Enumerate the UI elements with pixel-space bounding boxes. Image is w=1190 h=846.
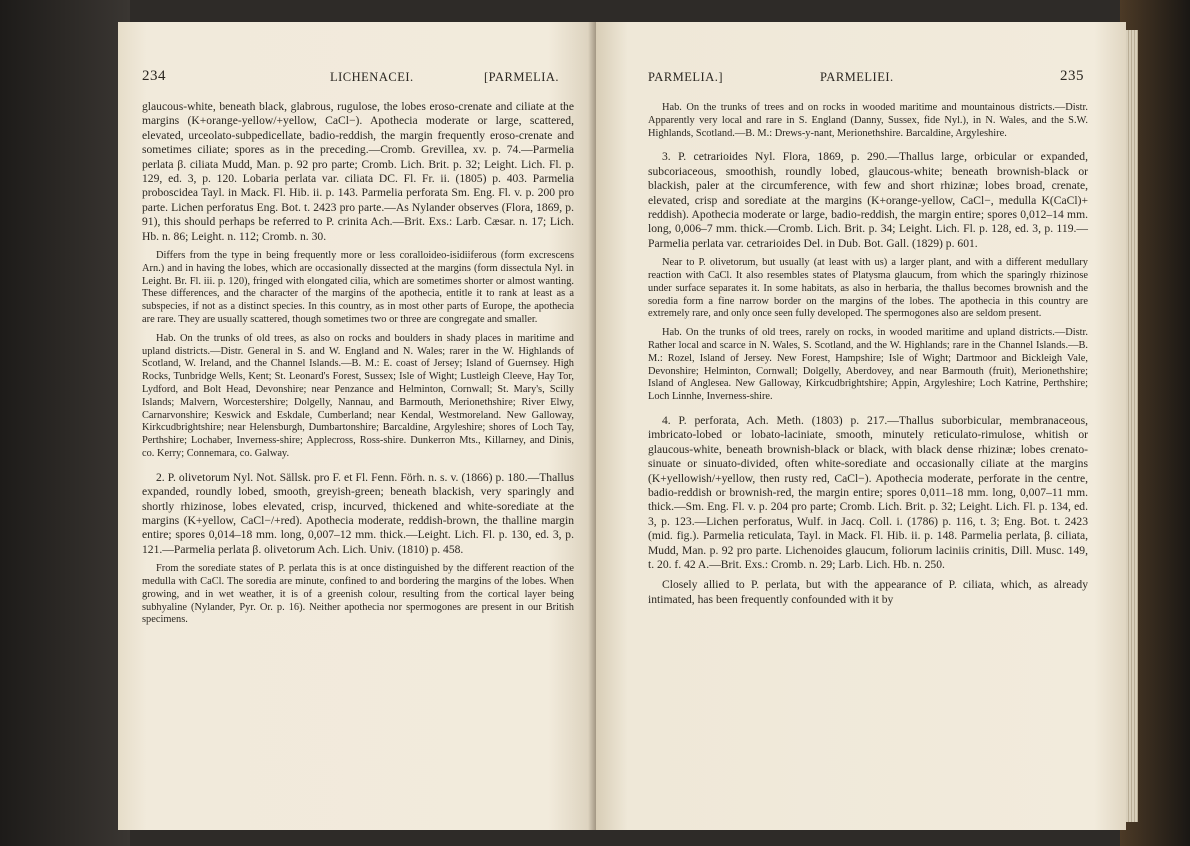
running-head-right: PARMELIEI. xyxy=(820,70,894,84)
paragraph-species: 3. P. cetrarioides Nyl. Flora, 1869, p. 290.—Thallus large, orbicular or expanded, subcoriaceous, smoothish, roundly lobed, glaucous-white; beneath brownish-black or blackish, paler at the circumference, with few and short rhizinæ; lobes broad, crenate, elevated, crisp and sorediate at the margins (K+orange-yellow, CaCl−, medulla K(CaCl)+ reddish). Apothecia moderate or large, badio-reddish, the margin entire; spores 0,012–14 mm. long, 0,006–7 mm. thick.—Cromb. Lich. Brit. p. 34; Leight. Lich. Fl. p. 128, ed. 3, p. 119.—Parmelia perlata var. cetrarioides Del. in Dub. Bot. Gall. (1829) p. 601. xyxy=(648,150,1088,250)
paragraph-habitat: Hab. On the trunks of old trees, as also on rocks and boulders in shady places in maritime and upland districts.—Distr. General in S. and W. England and N. Wales; rarer in the W. Highlands of Scotland, W. Ireland, and the Channel Islands.—B. M.: E. coast of Jersey; Island of Guernsey. High Rocks, Tunbridge Wells, Kent; St. Leonard's Forest, Sussex; Isle of Wight; Lustleigh Cleeve, Hay Tor, Lydford, and Bolt Head, Devonshire; near Penzance and Helminton, Cornwall; St. Mary's, Scilly Islands; Malvern, Worcestershire; Dolgelly, Nannau, and Barmouth, Merionethshire; River Elwy, Carnarvonshire; Keswick and Eskdale, Cumberland; near Kendal, Westmoreland. New Galloway, Kirkcudbrightshire; near Helensburgh, Dumbartonshire; Barcaldine, Argyleshire; shores of Loch Tay, Perthshire; Lochaber, Inverness-shire; Applecross, Ross-shire. Dunkerron Mts., Killarney, and Dinis, co. Kerry; Connemara, co. Galway. xyxy=(142,332,574,460)
left-text-block xyxy=(142,100,574,627)
background-left xyxy=(0,0,130,846)
running-head-left-section: [PARMELIA. xyxy=(484,70,560,84)
paragraph: Closely allied to P. perlata, but with the appearance of P. ciliata, which, as already intimated, has been frequently confounded with it by xyxy=(648,578,1088,606)
paragraph-species: 2. P. olivetorum Nyl. Not. Sällsk. pro F. et Fl. Fenn. Förh. n. s. v. (1866) p. 180.—Thallus expanded, roundly lobed, smooth, greyish-green; beneath blackish, very sparingly and shortly rhizinose, lobes elevated, crisp, incurved, thickened and white-sorediate at the margins (K+yellow, CaCl−/+red). Apothecia moderate, reddish-brown, the thalline margin entire; spores 0,014–18 mm. long, 0,007–12 mm. thick.—Leight. Lich. Fl. p. 130, ed. 3, p. 121.—Parmelia perlata β. olivetorum Ach. Lich. Univ. (1810) p. 458. xyxy=(142,470,574,556)
paragraph-note: Near to P. olivetorum, but usually (at least with us) a larger plant, and with a different medullary reaction with CaCl. It also resembles states of Platysma glaucum, from which the sparingly rhizinose under surface separates it. In some habitats, as also in herbaria, the thallus becomes brownish and the soredia form a fine narrow border on the margins of the lobes. The apothecia in this country are extremely rare, and only once seen fully developed. The spermogones also are seldom present. xyxy=(648,257,1088,320)
right-page xyxy=(596,22,1126,830)
right-text-block xyxy=(648,102,1088,607)
paragraph-habitat: Hab. On the trunks of old trees, rarely on rocks, in wooded maritime and upland districts.—Distr. Rather local and scarce in N. Wales, S. Scotland, and the W. Highlands; rare in the Channel Islands.—B. M.: Rozel, Island of Jersey. New Forest, Hampshire; Isle of Wight; Dartmoor and Bickleigh Vale, Devonshire; Helminton, Cornwall; Dolgelly, Aberdovey, and near Barmouth (fruit), Merionethshire; Island of Anglesea. New Galloway, Kirkcudbrightshire; Appin, Argyleshire; Loch Katrine, Perthshire; Loch Linnhe, Inverness-shire. xyxy=(648,327,1088,403)
page-edges xyxy=(1126,30,1138,822)
page-number-right: 235 xyxy=(1060,68,1084,84)
paragraph: glaucous-white, beneath black, glabrous, rugulose, the lobes eroso-crenate and ciliate at the margins (K+orange-yellow/+yellow, CaCl−). Apothecia moderate or large, scattered, elevated, urceolato-subpedicellate, badio-reddish, the margin frequently eroso-crenate and sometimes ciliate; spores as in the preceding.—Cromb. Grevillea, xv. p. 74.—Parmelia perlata β. ciliata Mudd, Man. p. 92 pro parte; Cromb. Lich. Brit. p. 32; Leight. Lich. Fl. p. 129, ed. 3, p. 120. Lobaria perlata var. ciliata DC. Fl. Fr. ii. (1805) p. 403. Parmelia proboscidea Tayl. in Mack. Fl. Hib. ii. p. 143. Parmelia perforata Sm. Eng. Fl. v. p. 200 pro parte. Lichen perforatus Eng. Bot. t. 2423 pro parte.—As Nylander observes (Flora, 1869, p. 91), this should perhaps be referred to P. crinita Ach.—Brit. Exs.: Larb. Cæsar. n. 17; Lich. Hb. n. 86; Leight. n. 112; Cromb. n. 30. xyxy=(142,100,574,243)
running-head-right-section: PARMELIA.] xyxy=(648,70,724,84)
paragraph-note: From the sorediate states of P. perlata this is at once distinguished by the different reaction of the medulla with CaCl. The soredia are minute, confined to and bordering the margins of the lobes. When growing, and in wet weather, it is of a greenish colour, resulting from the cortical layer being subhyaline (Nylander, Pyr. Or. p. 16). Neither apothecia nor spermogones are present in our British specimens. xyxy=(142,563,574,626)
left-page xyxy=(118,22,596,830)
paragraph-habitat: Hab. On the trunks of trees and on rocks in wooded maritime and mountainous districts.—Distr. Apparently very local and rare in S. England (Danny, Sussex, fide Nyl.), in N. Wales, and the S.W. Highlands, Scotland.—B. M.: Drews-y-nant, Merionethshire. Barcaldine, Argyleshire. xyxy=(648,102,1088,139)
page-number-left: 234 xyxy=(142,68,166,84)
paragraph-note: Differs from the type in being frequently more or less coralloideo-isidiiferous (form excrescens Arn.) and in having the lobes, which are occasionally dissected at the margins (form dissectula Nyl. in Leight. Br. Fl. iii. p. 120), fringed with elongated cilia, which are sometimes shorter or almost wanting. These differences, and the character of the margins of the apothecia, entitle it to rank at least as a subspecies, if not as a distinct species. In this country, as in most other parts of Europe, the apothecia are rare. They are usually scattered, though sometimes two or three are congregate and smaller. xyxy=(142,250,574,326)
running-head-left: LICHENACEI. xyxy=(330,70,414,84)
paragraph-species: 4. P. perforata, Ach. Meth. (1803) p. 217.—Thallus suborbicular, membranaceous, imbricato-lobed or lobato-laciniate, smooth, minutely reticulato-rimulose, whitish or glaucous-white, beneath brownish-black or black, with black dense rhizinæ; lobes crenato-sinuate or sinuato-divided, often white-sorediate and occasionally ciliate at the margins (K+yellowish/+yellow, then rusty red, CaCl−). Apothecia moderate, perforate in the centre, badio-reddish or brownish-red, the margin entire; spores 0,011–18 mm. long, 0,007–11 mm. thick.—Sm. Eng. Fl. v. p. 204 pro parte; Cromb. Lich. Brit. p. 32; Leight. Lich. Fl. p. 134, ed. 3, p. 123.—Lichen perforatus, Wulf. in Jacq. Coll. i. (1786) p. 116, t. 3; Eng. Bot. t. 2423 (mid. fig.). Parmelia reticulata, Tayl. in Mack. Fl. Hib. ii. p. 148. Parmelia perlata, β. ciliata, Mudd, Man. p. 92 pro parte. Lichenoides glaucum, foliorum laciniis crinitis, Dill. Musc. 149, t. 20. f. 42 A.—Brit. Exs.: Cromb. n. 29; Larb. Lich. Hb. n. 250. xyxy=(648,414,1088,572)
